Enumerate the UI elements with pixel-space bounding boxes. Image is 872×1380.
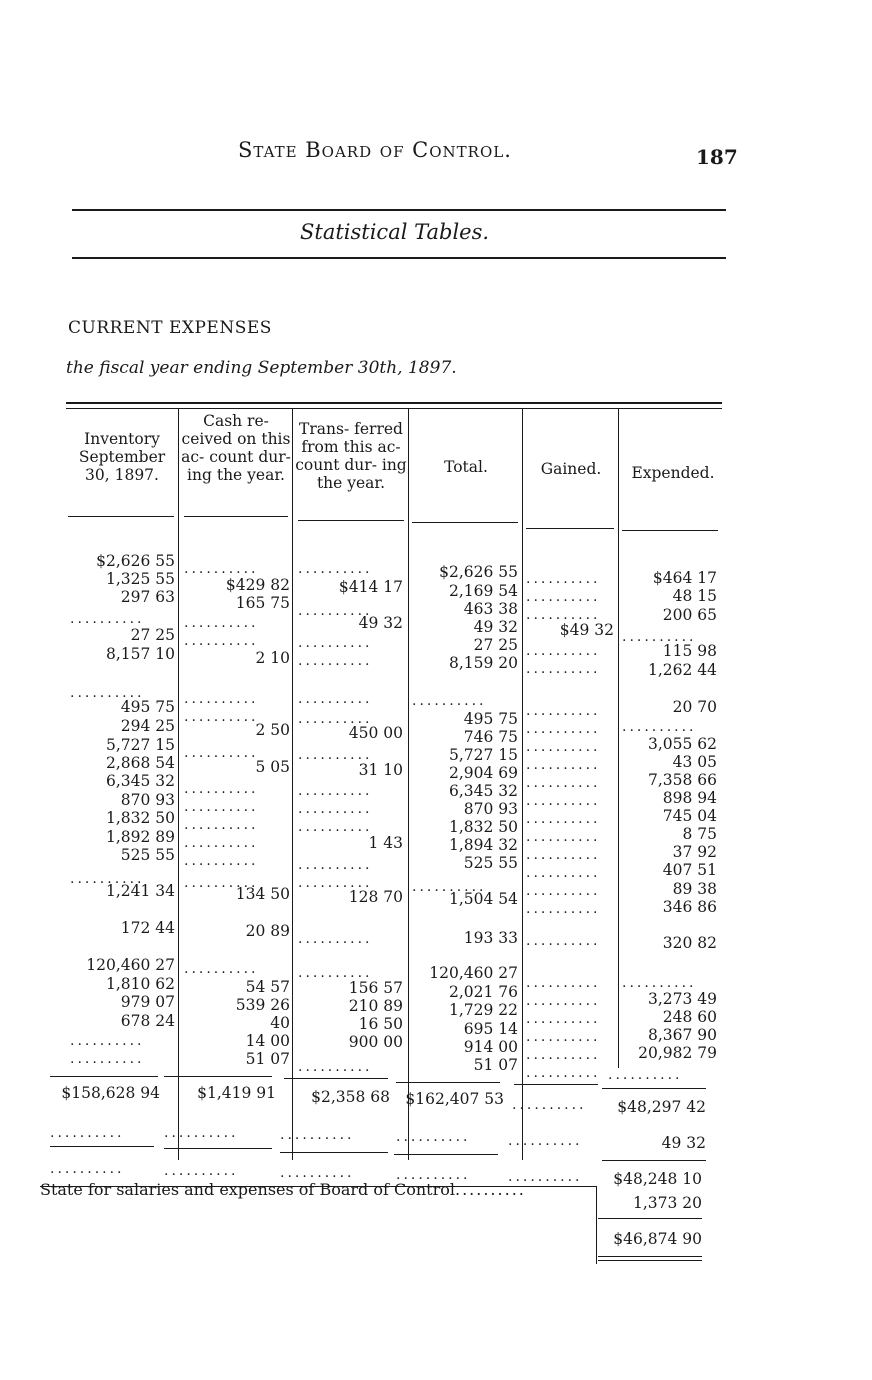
total-cell: $2,626 55	[439, 563, 518, 581]
leader-dots: ..........	[526, 644, 601, 658]
leader-dots: ..........	[298, 784, 373, 798]
totals-rule	[164, 1076, 272, 1077]
expended-cell: 898 94	[662, 789, 717, 807]
leader-dots: ..........	[184, 818, 259, 832]
total-cell: 27 25	[473, 636, 518, 654]
expended-cell: 20 70	[672, 698, 717, 716]
header-rule	[184, 516, 288, 517]
leader-dots: ..........	[622, 630, 697, 644]
leader-dots: ..........	[526, 830, 601, 844]
transferred-cell: 450 00	[348, 724, 403, 742]
header-rule	[68, 516, 174, 517]
expended-cell: 37 92	[672, 843, 717, 861]
col-header-cash-received: Cash re- ceived on this ac- count dur- ing the year.	[181, 412, 291, 484]
header-rule	[526, 528, 614, 529]
transferred-cell: 900 00	[348, 1033, 403, 1051]
total-cell: 495 75	[463, 710, 518, 728]
period-line: the fiscal year ending September 30th, 1897.	[66, 358, 457, 378]
totals-rule	[50, 1076, 158, 1077]
total-cell: 695 14	[463, 1020, 518, 1038]
top-rule	[72, 209, 726, 211]
leader-dots: ..........	[298, 876, 373, 890]
leader-dots: ..........	[526, 722, 601, 736]
header-rule	[298, 520, 404, 521]
cash-received-cell: 165 75	[235, 594, 290, 612]
leader-dots: ..........	[298, 604, 373, 618]
col-divider	[618, 408, 619, 1068]
leader-dots: ..........	[608, 1068, 683, 1082]
leader-dots: ..........	[526, 866, 601, 880]
leader-dots: ..........	[184, 854, 259, 868]
leader-dots: ..........	[298, 802, 373, 816]
leader-dots: ..........	[184, 634, 259, 648]
total-cell: 51 07	[473, 1056, 518, 1074]
expended-cell: 407 51	[662, 861, 717, 879]
less-gained: 49 32	[661, 1134, 706, 1152]
cash-received-cell: 54 57	[245, 978, 290, 996]
expended-cell: 346 86	[662, 898, 717, 916]
leader-dots: ..........	[298, 712, 373, 726]
inventory-cell: 1,832 50	[105, 809, 175, 827]
col-header-gained: Gained.	[540, 460, 602, 478]
footer-divider	[596, 1186, 597, 1264]
running-title: State Board of Control.	[238, 138, 512, 162]
leader-dots: ..........	[184, 746, 259, 760]
expended-cell: 8 75	[682, 825, 717, 843]
inventory-cell: 979 07	[120, 993, 175, 1011]
leader-dots: ..........	[526, 976, 601, 990]
inventory-cell: $2,626 55	[96, 552, 175, 570]
transferred-cell: 16 50	[358, 1015, 403, 1033]
leader-dots: ..........	[184, 800, 259, 814]
leader-dots: ..........	[396, 1168, 471, 1182]
leader-dots: ..........	[508, 1134, 583, 1148]
page-number: 187	[696, 145, 738, 169]
grand-total: $46,874 90	[613, 1230, 702, 1248]
leader-dots: ..........	[70, 872, 145, 886]
leader-dots: ..........	[184, 562, 259, 576]
leader-dots: ..........	[164, 1126, 239, 1140]
total-cell: 5,727 15	[448, 746, 518, 764]
col-divider	[292, 408, 293, 1160]
leader-dots: ..........	[526, 848, 601, 862]
col-header-expended: Expended.	[631, 464, 715, 482]
leader-dots: ..........	[412, 694, 487, 708]
leader-dots: ..........	[184, 692, 259, 706]
total-cell: 193 33	[463, 929, 518, 947]
expended-cell: 89 38	[672, 880, 717, 898]
col-divider	[408, 408, 409, 1160]
col-divider	[178, 408, 179, 1160]
leader-dots: ..........	[526, 572, 601, 586]
total-cell: 8,159 20	[448, 654, 518, 672]
totals-rule	[602, 1088, 706, 1089]
total-cell: 1,832 50	[448, 818, 518, 836]
total-cash-received: $1,419 91	[197, 1084, 276, 1102]
expended-cell: 3,273 49	[647, 990, 717, 1008]
leader-dots: ..........	[298, 692, 373, 706]
leader-dots: ..........	[298, 562, 373, 576]
grand-total-double-rule	[598, 1260, 702, 1261]
cash-received-cell: 51 07	[245, 1050, 290, 1068]
inventory-cell: 678 24	[120, 1012, 175, 1030]
leader-dots: ..........	[526, 704, 601, 718]
inventory-cell: 172 44	[120, 919, 175, 937]
expended-cell: 115 98	[662, 642, 717, 660]
leader-dots: ..........	[184, 962, 259, 976]
total-inventory: $158,628 94	[61, 1084, 160, 1102]
leader-dots: ..........	[280, 1166, 355, 1180]
leader-dots: ..........	[70, 1052, 145, 1066]
expended-cell: 320 82	[662, 934, 717, 952]
inventory-cell: 294 25	[120, 717, 175, 735]
leader-dots: ..........	[526, 902, 601, 916]
table-bottom-rule	[394, 1154, 498, 1155]
total-cell: 746 75	[463, 728, 518, 746]
leader-dots: ..........	[298, 654, 373, 668]
leader-dots: ..........	[298, 820, 373, 834]
inventory-cell: 27 25	[130, 626, 175, 644]
total-cell: 2,021 76	[448, 983, 518, 1001]
inventory-cell: 297 63	[120, 588, 175, 606]
leader-dots: ..........	[298, 966, 373, 980]
leader-dots: ..........	[512, 1098, 587, 1112]
leader-dots: ..........	[526, 1048, 601, 1062]
inventory-cell: 495 75	[120, 698, 175, 716]
cash-received-cell: 2 50	[255, 721, 290, 739]
leader-dots: ..........	[298, 858, 373, 872]
cash-received-cell: 40	[270, 1014, 290, 1032]
net-expended: $48,248 10	[613, 1170, 702, 1188]
total-cell: 6,345 32	[448, 782, 518, 800]
leader-dots: ..........	[526, 662, 601, 676]
leader-dots: ..........	[184, 782, 259, 796]
header-rule	[412, 522, 518, 523]
leader-dots: ..........	[526, 884, 601, 898]
table-bottom-rule	[164, 1148, 272, 1149]
inventory-cell: 6,345 32	[105, 772, 175, 790]
total-total: $162,407 53	[405, 1090, 504, 1108]
expended-cell: 200 65	[662, 606, 717, 624]
cash-received-cell: 5 05	[255, 758, 290, 776]
table-bottom-rule	[280, 1152, 388, 1153]
transferred-cell: $414 17	[338, 578, 403, 596]
leader-dots: ..........	[298, 748, 373, 762]
inventory-cell: 1,241 34	[105, 882, 175, 900]
leader-dots: ..........	[70, 1034, 145, 1048]
leader-dots: ..........	[526, 608, 601, 622]
cash-received-cell: 539 26	[235, 996, 290, 1014]
leader-dots: ..........	[412, 880, 487, 894]
expended-cell: $464 17	[652, 569, 717, 587]
leader-dots: ..........	[50, 1126, 125, 1140]
leader-dots: ..........	[526, 994, 601, 1008]
transferred-cell: 49 32	[358, 614, 403, 632]
leader-dots: ..........	[526, 1012, 601, 1026]
totals-rule	[514, 1084, 598, 1085]
cash-received-cell: 134 50	[235, 885, 290, 903]
total-cell: 1,729 22	[448, 1001, 518, 1019]
leader-dots: ..........	[526, 1030, 601, 1044]
totals-rule	[284, 1078, 388, 1079]
table-bottom-rule	[50, 1146, 154, 1147]
expended-cell: 1,262 44	[647, 661, 717, 679]
cash-received-cell: $429 82	[225, 576, 290, 594]
leader-dots: ..........	[298, 932, 373, 946]
inventory-cell: 1,810 62	[105, 975, 175, 993]
leader-dots: ..........	[622, 720, 697, 734]
leader-dots: ..........	[396, 1130, 471, 1144]
leader-dots: ..........	[50, 1162, 125, 1176]
leader-dots: ..........	[280, 1128, 355, 1142]
leader-dots: ..........	[526, 758, 601, 772]
expended-cell: 248 60	[662, 1008, 717, 1026]
section-title: CURRENT EXPENSES	[68, 318, 272, 338]
leader-dots: ..........	[70, 686, 145, 700]
footer-label-text: State for salaries and expenses of Board of Control	[40, 1180, 455, 1199]
total-cell: 2,904 69	[448, 764, 518, 782]
footer-label	[40, 1180, 526, 1199]
expended-cell: 43 05	[672, 753, 717, 771]
total-expended: $48,297 42	[617, 1098, 706, 1116]
expended-cell: 20,982 79	[638, 1044, 717, 1062]
leader-dots: ..........	[526, 1066, 601, 1080]
grand-total-double-rule	[598, 1256, 702, 1257]
leader-dots: ..........	[455, 1180, 526, 1199]
inventory-cell: 870 93	[120, 791, 175, 809]
header-rule	[622, 530, 718, 531]
grand-total-rule	[598, 1218, 702, 1219]
col-header-inventory: Inventory September 30, 1897.	[78, 430, 166, 484]
table-top-rule-2	[66, 408, 722, 409]
subtitle-rule	[72, 257, 726, 259]
gained-cell: $49 32	[559, 621, 614, 639]
total-cell: 49 32	[473, 618, 518, 636]
total-transferred: $2,358 68	[311, 1088, 390, 1106]
total-cell: 1,894 32	[448, 836, 518, 854]
leader-dots: ..........	[622, 976, 697, 990]
inventory-cell: 8,157 10	[105, 645, 175, 663]
total-cell: 525 55	[463, 854, 518, 872]
leader-dots: ..........	[184, 876, 259, 890]
total-cell: 870 93	[463, 800, 518, 818]
total-cell: 914 00	[463, 1038, 518, 1056]
net-rule	[602, 1160, 706, 1161]
leader-dots: ..........	[526, 776, 601, 790]
leader-dots: ..........	[526, 812, 601, 826]
leader-dots: ..........	[164, 1164, 239, 1178]
leader-dots: ..........	[526, 934, 601, 948]
transferred-cell: 128 70	[348, 888, 403, 906]
leader-dots: ..........	[526, 740, 601, 754]
subtitle: Statistical Tables.	[300, 220, 490, 244]
col-divider	[522, 408, 523, 1160]
leader-dots: ..........	[184, 710, 259, 724]
leader-dots: ..........	[508, 1170, 583, 1184]
total-cell: 463 38	[463, 600, 518, 618]
total-cell: 1,504 54	[448, 890, 518, 908]
leader-dots: ..........	[184, 836, 259, 850]
leader-dots: ..........	[298, 1060, 373, 1074]
expended-cell: 48 15	[672, 587, 717, 605]
expended-cell: 745 04	[662, 807, 717, 825]
leader-dots: ..........	[526, 794, 601, 808]
inventory-cell: 1,892 89	[105, 828, 175, 846]
cash-received-cell: 2 10	[255, 649, 290, 667]
inventory-cell: 120,460 27	[86, 956, 175, 974]
board-expense: 1,373 20	[632, 1194, 702, 1212]
expended-cell: 3,055 62	[647, 735, 717, 753]
inventory-cell: 525 55	[120, 846, 175, 864]
totals-rule	[396, 1082, 500, 1083]
inventory-cell: 2,868 54	[105, 754, 175, 772]
table-top-rule	[66, 402, 722, 404]
cash-received-cell: 20 89	[245, 922, 290, 940]
total-cell: 120,460 27	[429, 964, 518, 982]
leader-dots: ..........	[298, 636, 373, 650]
total-cell: 2,169 54	[448, 582, 518, 600]
leader-dots: ..........	[70, 612, 145, 626]
transferred-cell: 210 89	[348, 997, 403, 1015]
leader-dots: ..........	[184, 616, 259, 630]
inventory-cell: 5,727 15	[105, 736, 175, 754]
cash-received-cell: 14 00	[245, 1032, 290, 1050]
col-header-total: Total.	[444, 458, 488, 476]
col-header-transferred: Trans- ferred from this ac- count dur- ing the year.	[295, 420, 407, 492]
transferred-cell: 156 57	[348, 979, 403, 997]
expended-cell: 7,358 66	[647, 771, 717, 789]
expended-cell: 8,367 90	[647, 1026, 717, 1044]
transferred-cell: 31 10	[358, 761, 403, 779]
transferred-cell: 1 43	[368, 834, 403, 852]
leader-dots: ..........	[526, 590, 601, 604]
inventory-cell: 1,325 55	[105, 570, 175, 588]
